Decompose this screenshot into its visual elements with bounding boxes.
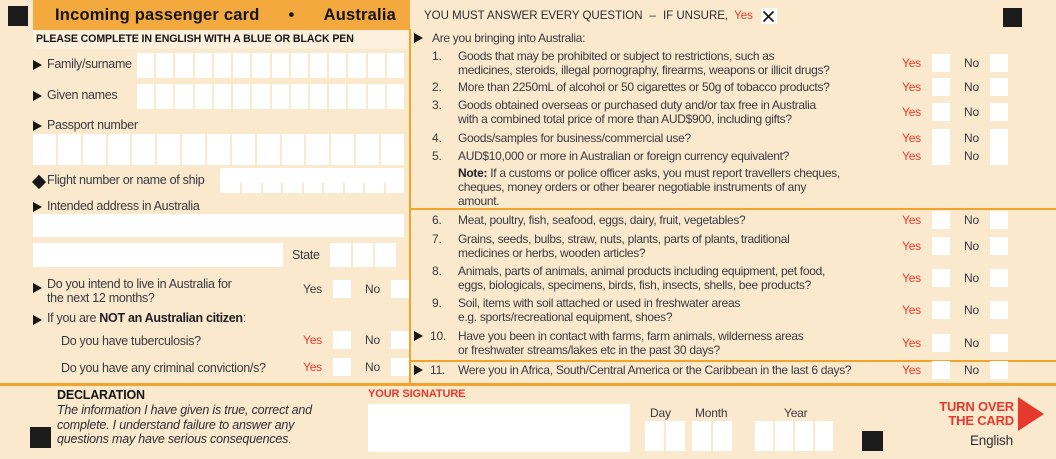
char-cell[interactable] [272,53,289,78]
question-text: Goods that may be prohibited or subject to restrictions, such as [458,49,775,63]
no-checkbox[interactable] [391,358,409,376]
yes-label: Yes [902,239,921,253]
conviction-yes-no [303,358,409,376]
month-label: Month [695,406,728,420]
no-label: No [964,213,979,227]
no-label: No [964,271,979,285]
arrow-right-icon [33,315,42,325]
currency-note [424,166,1008,208]
char-cell[interactable] [195,84,212,109]
yes-label: Yes [902,303,921,317]
note-text: amount. [458,194,500,208]
question-number: 11. [430,363,446,377]
passport-number-cells[interactable] [33,134,404,165]
no-checkbox[interactable] [990,361,1008,379]
question-8-yes-no [902,269,1008,287]
char-cell[interactable] [306,134,329,165]
cell-tick [281,183,283,193]
language-label: English [970,433,1013,448]
question-6-yes-no [902,211,1008,229]
char-cell[interactable] [375,243,396,267]
no-checkbox[interactable] [990,211,1008,229]
question-5 [424,149,1008,163]
char-cell[interactable] [207,134,230,165]
question-text: Soil, items with soil attached or used in freshwater areas [458,296,741,310]
question-number: 3. [432,98,442,112]
char-cell[interactable] [329,84,346,109]
year-cells[interactable] [755,421,833,451]
char-cell[interactable] [233,84,250,109]
char-cell[interactable] [252,53,269,78]
not-citizen-intro [47,311,246,325]
char-cell[interactable] [815,421,833,451]
no-label: No [365,360,380,374]
yes-label: Yes [902,131,921,145]
no-label: No [964,363,979,377]
no-checkbox[interactable] [990,78,1008,96]
given-names-label: Given names [47,88,118,102]
question-10-yes-no [902,334,1008,352]
question-number: 1. [432,49,442,63]
no-checkbox[interactable] [990,129,1008,147]
tuberculosis-question: Do you have tuberculosis? [61,334,201,348]
char-cell[interactable] [132,134,155,165]
char-cell[interactable] [156,53,173,78]
registration-mark-top-right [1003,8,1022,27]
declaration-line: The information I have given is true, correct and [57,403,312,417]
registration-mark-bottom-middle [862,431,883,451]
question-7 [424,232,1008,260]
char-cell[interactable] [330,243,351,267]
note-text: cheques, money orders or other bearer negotiable instruments of any [458,180,807,194]
yes-checkbox[interactable] [932,129,950,147]
question-number: 9. [432,296,442,310]
yes-label: Yes [902,149,921,163]
char-cell[interactable] [795,421,813,451]
day-cells[interactable] [645,421,685,451]
question-number: 10. [430,329,447,343]
no-label: No [964,105,979,119]
question-9 [424,296,1008,324]
cell-tick [384,183,386,193]
cell-tick [240,183,242,193]
live-in-australia-question-line2: the next 12 months? [47,291,155,305]
family-surname-label: Family/surname [47,57,132,71]
yes-label: Yes [902,363,921,377]
char-cell[interactable] [368,84,385,109]
turn-over-line2: THE CARD [948,413,1014,428]
yes-checkbox[interactable] [932,361,950,379]
no-checkbox[interactable] [990,147,1008,165]
question-text: e.g. sports/recreational equipment, shoes? [458,310,673,324]
if-unsure-text: IF UNSURE, [662,10,729,22]
arrow-right-icon [33,60,42,70]
yes-label: Yes [303,360,322,374]
tuberculosis-yes-no [303,331,409,349]
cell-tick [302,183,304,193]
not-citizen-bold: NOT an Australian citizen [99,311,243,325]
question-text: Were you in Africa, South/Central America or the Caribbean in the last 6 days? [458,363,852,377]
flight-number-field[interactable] [220,168,404,193]
char-cell[interactable] [310,84,327,109]
question-2-yes-no [902,78,1008,96]
question-text: or freshwater streams/lakes etc in the past 30 days? [458,343,720,357]
char-cell[interactable] [356,134,379,165]
char-cell[interactable] [58,134,81,165]
yes-checkbox[interactable] [932,147,950,165]
char-cell[interactable] [137,53,154,78]
question-text: AUD$10,000 or more in Australian or foreign currency equivalent? [458,149,789,163]
registration-mark-bottom-left [30,427,51,448]
yes-checkbox[interactable] [932,54,950,72]
yes-checkbox[interactable] [333,280,351,298]
char-cell[interactable] [713,421,732,451]
diamond-icon [32,175,46,189]
char-cell[interactable] [156,84,173,109]
not-citizen-post: : [242,311,246,325]
question-text: Animals, parts of animals, animal products including equipment, pet food, [458,264,825,278]
question-4-yes-no [902,129,1008,147]
given-names-cells[interactable] [137,84,404,109]
month-cells[interactable] [692,421,732,451]
char-cell[interactable] [83,134,106,165]
unsure-yes-label: Yes [734,10,753,22]
question-6 [424,213,1008,227]
yes-checkbox[interactable] [932,103,950,121]
arrow-right-icon [33,283,42,293]
note-text: If a customs or police officer asks, you must report travellers cheques, [490,166,840,180]
turn-over-arrow-icon [1018,397,1044,431]
question-7-yes-no [902,237,1008,255]
live-question-yes-no [303,280,409,298]
question-number: 5. [432,149,442,163]
arrow-right-icon [33,91,42,101]
char-cell[interactable] [353,243,374,267]
question-11-yes-no [902,361,1008,379]
question-number: 8. [432,264,442,278]
title-bullet: • [288,5,295,24]
yes-label: Yes [902,80,921,94]
must-answer-header [424,8,777,24]
arrow-right-icon [414,365,423,375]
family-surname-cells[interactable] [137,53,404,78]
no-label: No [365,333,380,347]
question-text: medicines or herbs, wooden articles? [458,246,646,260]
yes-checkbox[interactable] [932,301,950,319]
char-cell[interactable] [233,53,250,78]
yes-checkbox[interactable] [333,331,351,349]
no-checkbox[interactable] [990,54,1008,72]
arrow-right-icon [33,121,42,131]
no-label: No [964,56,979,70]
yes-label: Yes [902,336,921,350]
registration-mark-top-left [8,6,28,26]
char-cell[interactable] [257,134,280,165]
no-label: No [365,282,380,296]
passport-number-label: Passport number [47,118,138,132]
state-cells[interactable] [330,243,396,267]
flight-number-label: Flight number or name of ship [47,173,205,187]
question-5-yes-no [902,147,1008,165]
intended-address-label: Intended address in Australia [47,199,200,213]
signature-field[interactable] [368,404,630,452]
cell-tick [343,183,345,193]
card-title: Incoming passenger card [55,5,260,24]
question-1 [424,49,1008,77]
char-cell[interactable] [232,134,255,165]
your-signature-label: YOUR SIGNATURE [368,388,466,400]
arrow-right-icon [33,202,42,212]
char-cell[interactable] [214,84,231,109]
country-label: Australia [323,5,396,24]
char-cell[interactable] [645,421,664,451]
must-answer-text: YOU MUST ANSWER EVERY QUESTION [424,10,643,22]
char-cell[interactable] [387,53,404,78]
not-citizen-pre: If you are [47,311,100,325]
cross-example-box [761,8,777,24]
yes-label: Yes [902,56,921,70]
char-cell[interactable] [368,53,385,78]
char-cell[interactable] [252,84,269,109]
no-checkbox[interactable] [990,237,1008,255]
yes-checkbox[interactable] [932,334,950,352]
char-cell[interactable] [692,421,711,451]
no-label: No [964,80,979,94]
day-label: Day [650,406,671,420]
char-cell[interactable] [157,134,180,165]
question-text: with a combined total price of more than AUD$900, including gifts? [458,112,792,126]
section-divider-line [411,208,1056,210]
yes-checkbox[interactable] [932,269,950,287]
bringing-intro-text: Are you bringing into Australia: [432,31,586,45]
no-label: No [964,303,979,317]
char-cell[interactable] [291,53,308,78]
left-column [33,0,404,386]
yes-label: Yes [902,213,921,227]
yes-label: Yes [902,105,921,119]
question-2 [424,80,1008,94]
declaration-text [57,403,312,447]
char-cell[interactable] [282,134,305,165]
no-checkbox[interactable] [391,280,409,298]
state-label: State [292,248,320,262]
cell-tick [261,183,263,193]
char-cell[interactable] [755,421,773,451]
char-cell[interactable] [310,53,327,78]
question-9-yes-no [902,301,1008,319]
char-cell[interactable] [272,84,289,109]
year-label: Year [784,406,808,420]
question-text: Goods/samples for business/commercial use? [458,131,691,145]
turn-over-line1: TURN OVER [939,399,1014,414]
cell-tick [322,183,324,193]
question-8 [424,264,1008,292]
char-cell[interactable] [381,134,404,165]
question-3-yes-no [902,103,1008,121]
no-checkbox[interactable] [990,301,1008,319]
no-checkbox[interactable] [990,269,1008,287]
no-checkbox[interactable] [391,331,409,349]
question-number: 2. [432,80,442,94]
bringing-intro [424,31,1008,45]
no-label: No [964,239,979,253]
yes-checkbox[interactable] [932,78,950,96]
no-label: No [964,131,979,145]
question-text: More than 2250mL of alcohol or 50 cigarettes or 50g of tobacco products? [458,80,830,94]
yes-checkbox[interactable] [932,237,950,255]
question-11 [424,363,1008,377]
question-number: 7. [432,232,442,246]
question-text: medicines, steroids, illegal pornography, firearms, weapons or illicit drugs? [458,63,830,77]
char-cell[interactable] [775,421,793,451]
char-cell[interactable] [195,53,212,78]
no-checkbox[interactable] [990,334,1008,352]
char-cell[interactable] [182,134,205,165]
char-cell[interactable] [214,53,231,78]
criminal-conviction-question: Do you have any criminal conviction/s? [61,361,266,375]
arrow-right-icon [414,33,423,43]
char-cell[interactable] [331,134,354,165]
yes-label: Yes [303,282,322,296]
char-cell[interactable] [666,421,685,451]
question-text: Goods obtained overseas or purchased duty and/or tax free in Australia [458,98,816,112]
char-cell[interactable] [108,134,131,165]
yes-checkbox[interactable] [932,211,950,229]
note-label: Note: [458,166,488,180]
no-checkbox[interactable] [990,103,1008,121]
cross-icon [762,10,775,23]
arrow-right-icon [414,331,423,341]
question-text: Meat, poultry, fish, seafood, eggs, dairy, fruit, vegetables? [458,213,746,227]
yes-label: Yes [303,333,322,347]
char-cell[interactable] [175,53,192,78]
bottom-divider-line [0,383,1056,386]
question-text: eggs, biologicals, specimens, birds, fish, insects, shells, bee products? [458,278,811,292]
dash: – [649,10,656,22]
pen-instruction: PLEASE COMPLETE IN ENGLISH WITH A BLUE OR BLACK PEN [33,30,410,49]
cell-tick [363,183,365,193]
char-cell[interactable] [175,84,192,109]
question-4 [424,131,1008,145]
declaration-title: DECLARATION [57,388,145,402]
question-number: 6. [432,213,442,227]
address-field-line2[interactable] [33,243,283,267]
char-cell[interactable] [137,84,154,109]
no-label: No [964,149,979,163]
declaration-line: complete. I understand failure to answer any [57,417,295,432]
question-10 [424,329,1008,357]
char-cell[interactable] [348,53,365,78]
yes-label: Yes [902,271,921,285]
yes-checkbox[interactable] [333,358,351,376]
live-in-australia-question-line1: Do you intend to live in Australia for [47,277,232,291]
declaration-line: questions may have serious consequences. [57,432,292,446]
no-label: No [964,336,979,350]
address-field-line1[interactable] [33,214,404,237]
question-number: 4. [432,131,442,145]
question-text: Grains, seeds, bulbs, straw, nuts, plants, parts of plants, traditional [458,232,790,246]
column-divider-line [409,29,411,385]
question-text: Have you been in contact with farms, farm animals, wilderness areas [458,329,804,343]
char-cell[interactable] [387,84,404,109]
char-cell[interactable] [348,84,365,109]
question-3 [424,98,1008,126]
char-cell[interactable] [33,134,56,165]
char-cell[interactable] [291,84,308,109]
question-1-yes-no [902,54,1008,72]
char-cell[interactable] [329,53,346,78]
